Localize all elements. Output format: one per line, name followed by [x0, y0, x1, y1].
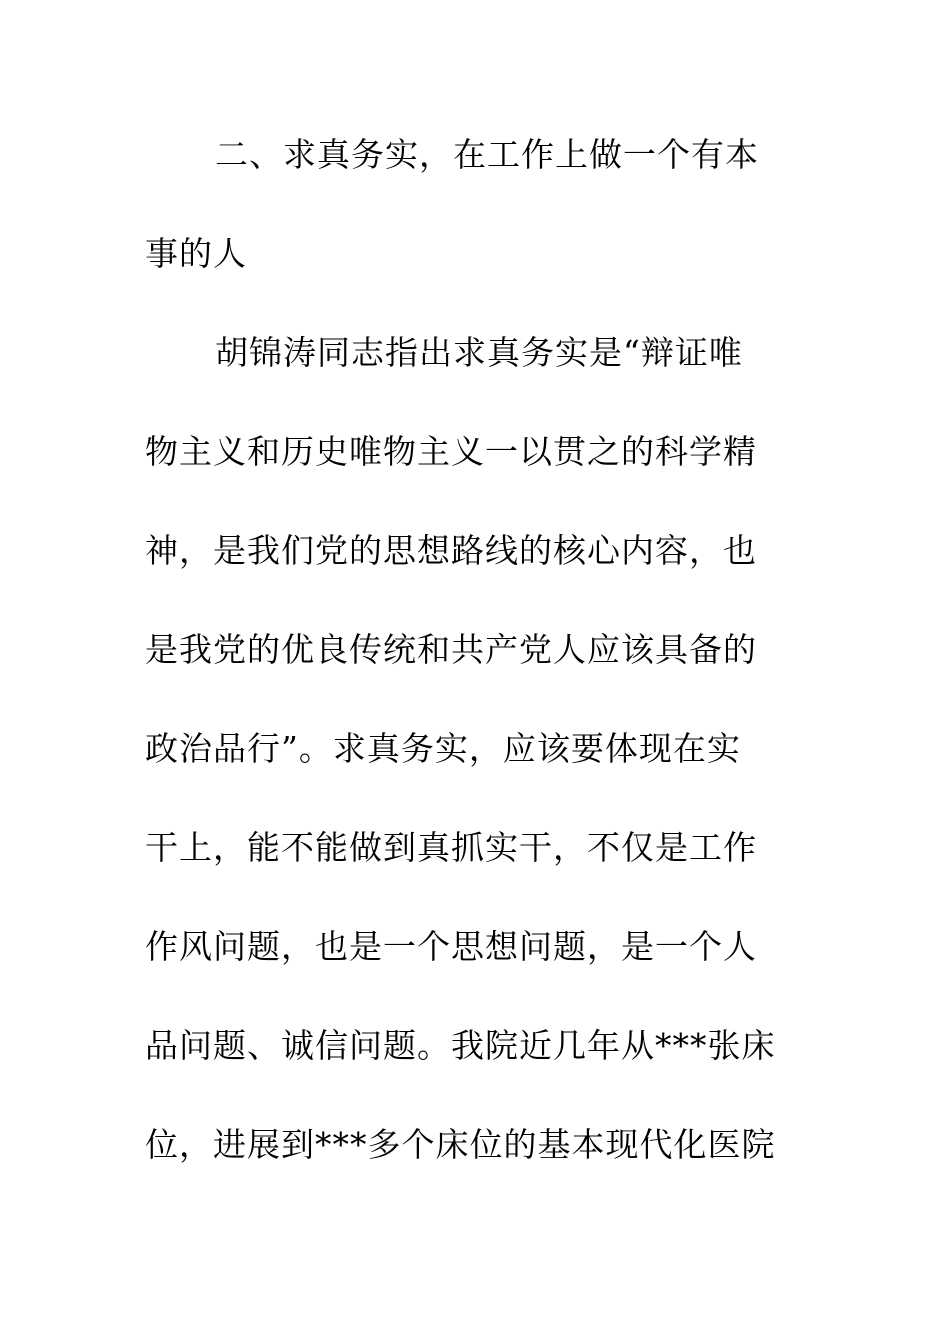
paragraph-line-8: 品问题、诚信问题。我院近几年从***张床	[145, 1026, 776, 1065]
paragraph-line-9: 位，进展到***多个床位的基本现代化医院	[145, 1125, 776, 1164]
paragraph-line-3: 神，是我们党的思想路线的核心内容，也	[145, 531, 757, 570]
paragraph-line-5: 政治品行”。求真务实，应该要体现在实	[145, 729, 741, 768]
paragraph-line-4: 是我党的优良传统和共产党人应该具备的	[145, 630, 757, 669]
section-heading-line-1: 二、求真务实，在工作上做一个有本	[215, 135, 759, 174]
section-heading-line-2: 事的人	[145, 234, 247, 273]
paragraph-line-1: 胡锦涛同志指出求真务实是“辩证唯	[215, 333, 743, 372]
document-body	[145, 126, 805, 1215]
paragraph-line-2: 物主义和历史唯物主义一以贯之的科学精	[145, 432, 757, 471]
paragraph-line-6: 干上，能不能做到真抓实干，不仅是工作	[145, 828, 757, 867]
paragraph-line-7: 作风问题，也是一个思想问题，是一个人	[145, 927, 757, 966]
